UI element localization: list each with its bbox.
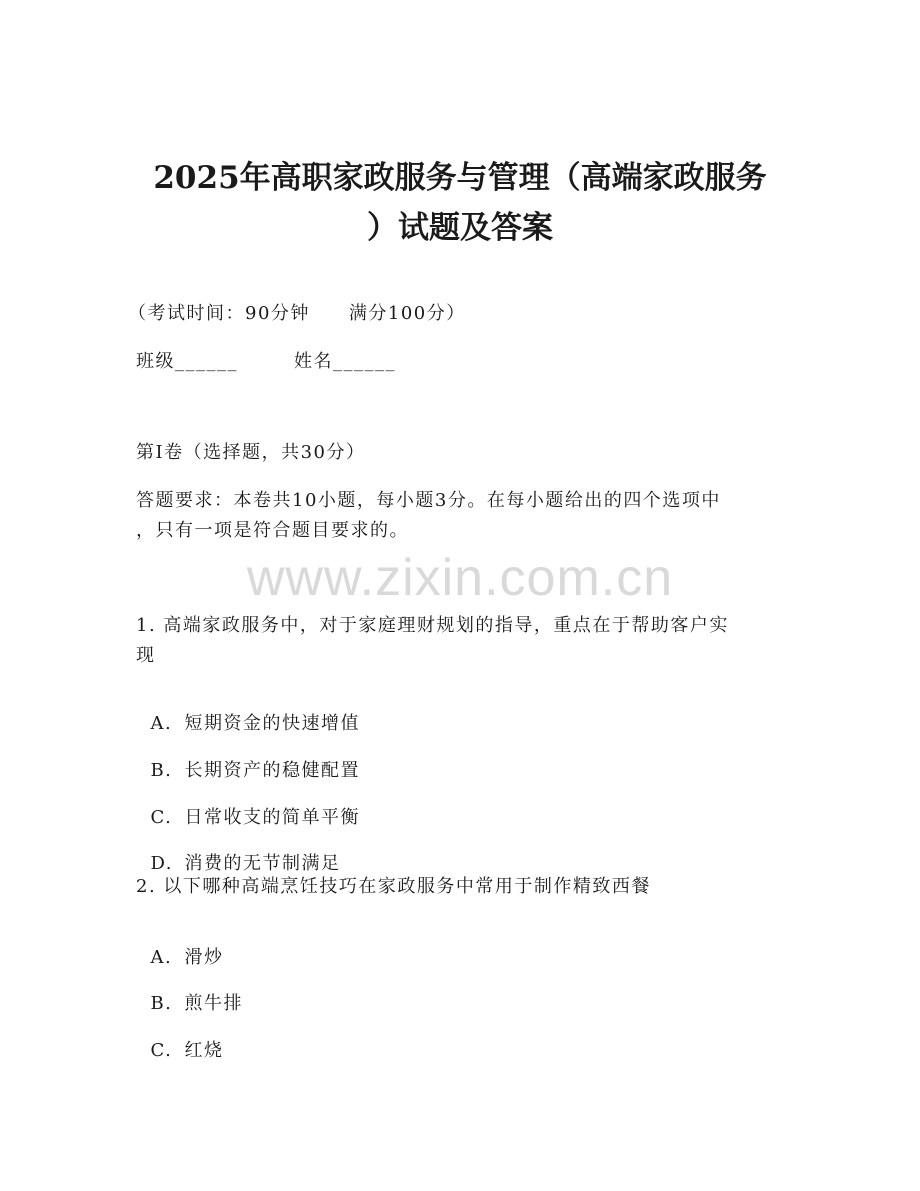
question-2-option-c — [136, 1015, 223, 1063]
document-title-line-2: ）试题及答案 — [367, 210, 553, 246]
instructions-line-1: 答题要求：本卷共10小题，每小题3分。在每小题给出的四个选项中 — [136, 490, 721, 511]
option-text: 短期资金的快速增值 — [184, 713, 360, 734]
option-text: 长期资产的稳健配置 — [184, 760, 360, 781]
option-text: 煎牛排 — [184, 993, 243, 1014]
class-field-label: 班级______ — [136, 351, 238, 372]
question-1-option-b — [136, 735, 360, 783]
option-text: 消费的无节制满足 — [184, 853, 341, 874]
watermark: www.zixin.com.cn — [246, 549, 674, 607]
option-letter: B. — [150, 760, 173, 781]
question-1-stem-line-1: 1. 高端家政服务中，对于家庭理财规划的指导，重点在于帮助客户实 — [136, 615, 729, 636]
name-field-label: 姓名______ — [294, 351, 396, 372]
section-title: 第I卷（选择题，共30分） — [136, 442, 366, 463]
option-letter: A. — [150, 713, 173, 734]
exam-info: （考试时间：90分钟 满分100分） — [128, 303, 466, 324]
document-title-line-1: 2025年高职家政服务与管理（高端家政服务 — [153, 160, 767, 196]
option-text: 红烧 — [184, 1040, 224, 1061]
question-1-option-c — [136, 782, 360, 830]
option-letter: A. — [150, 947, 173, 968]
question-1-option-a — [136, 688, 360, 736]
question-2-option-b — [136, 968, 243, 1016]
question-2-stem: 2. 以下哪种高端烹饪技巧在家政服务中常用于制作精致西餐 — [136, 876, 651, 897]
question-1-option-d — [136, 828, 340, 876]
instructions-line-2: ，只有一项是符合题目要求的。 — [136, 520, 409, 541]
question-2-option-a — [136, 922, 223, 970]
option-text: 滑炒 — [184, 947, 224, 968]
option-letter: B. — [150, 993, 173, 1014]
option-letter: D. — [150, 853, 173, 874]
option-text: 日常收支的简单平衡 — [184, 807, 360, 828]
option-letter: C. — [150, 1040, 173, 1061]
question-1-stem-line-2: 现 — [136, 645, 156, 666]
option-letter: C. — [150, 807, 173, 828]
